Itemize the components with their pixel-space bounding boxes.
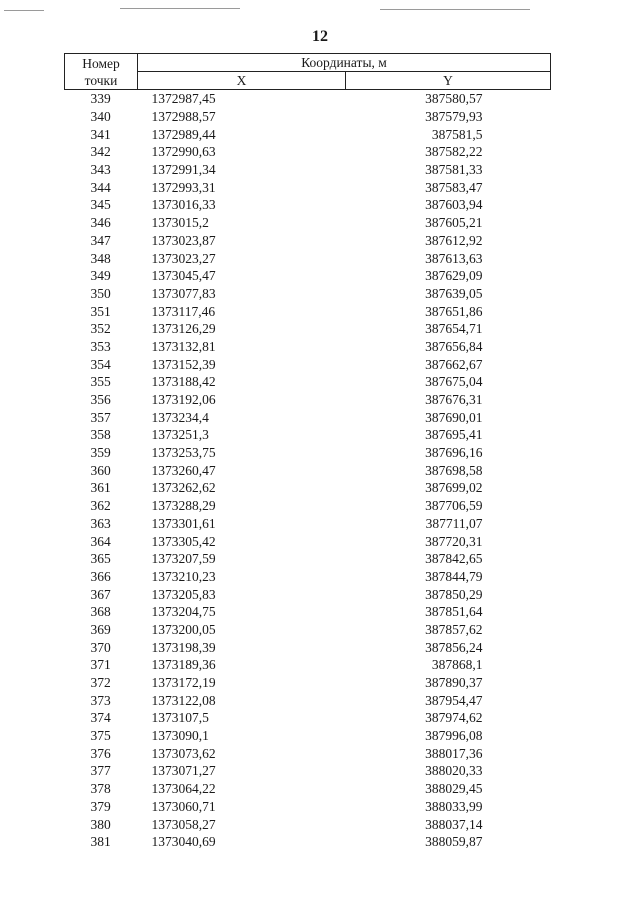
y-coordinate-cell: 387690,01 xyxy=(425,409,483,425)
point-number-cell: 373 xyxy=(90,692,111,708)
point-number-cell: 342 xyxy=(90,144,111,160)
y-coordinate-cell: 387582,22 xyxy=(425,144,483,160)
point-number-cell: 351 xyxy=(90,303,111,319)
x-column-header: X xyxy=(138,72,346,90)
table-row xyxy=(65,532,551,550)
point-number-cell: 348 xyxy=(90,250,111,266)
x-coordinate-cell: 1373090,1 xyxy=(151,728,209,744)
point-number-cell: 353 xyxy=(90,338,111,354)
x-coordinate-cell: 1372987,45 xyxy=(151,91,216,107)
table-row xyxy=(65,125,551,143)
y-coordinate-cell: 387842,65 xyxy=(425,551,483,567)
x-coordinate-cell: 1373045,47 xyxy=(151,268,216,284)
point-number-cell: 381 xyxy=(90,834,111,850)
y-coordinate-cell: 388029,45 xyxy=(425,781,483,797)
x-coordinate-cell: 1373188,42 xyxy=(151,374,216,390)
x-coordinate-cell: 1372991,34 xyxy=(151,162,216,178)
y-coordinate-cell: 388017,36 xyxy=(425,745,483,761)
point-number-cell: 367 xyxy=(90,586,111,602)
point-number-cell: 341 xyxy=(90,126,111,142)
y-coordinate-cell: 387698,58 xyxy=(425,462,483,478)
x-coordinate-cell: 1373301,61 xyxy=(151,515,216,531)
point-number-cell: 372 xyxy=(90,675,111,691)
table-body xyxy=(65,90,551,851)
point-number-cell: 357 xyxy=(90,409,111,425)
x-coordinate-cell: 1373200,05 xyxy=(151,621,216,637)
point-number-cell: 359 xyxy=(90,445,111,461)
table-row xyxy=(65,461,551,479)
x-coordinate-cell: 1372993,31 xyxy=(151,179,216,195)
point-number-cell: 379 xyxy=(90,798,111,814)
point-number-header-line1: Номер xyxy=(82,55,120,71)
point-number-cell: 354 xyxy=(90,356,111,372)
point-number-cell: 343 xyxy=(90,162,111,178)
point-number-cell: 369 xyxy=(90,621,111,637)
table-row xyxy=(65,762,551,780)
point-number-cell: 371 xyxy=(90,657,111,673)
point-number-cell: 344 xyxy=(90,179,111,195)
x-coordinate-cell: 1373253,75 xyxy=(151,445,216,461)
x-coordinate-cell: 1373288,29 xyxy=(151,498,216,514)
x-coordinate-cell: 1373023,87 xyxy=(151,232,216,248)
x-coordinate-cell: 1373251,3 xyxy=(151,427,209,443)
table-row xyxy=(65,232,551,250)
y-coordinate-cell: 387850,29 xyxy=(425,586,483,602)
x-coordinate-cell: 1373189,36 xyxy=(151,657,216,673)
table-row xyxy=(65,338,551,356)
table-row xyxy=(65,744,551,762)
scan-artifact xyxy=(120,8,240,9)
table-row xyxy=(65,196,551,214)
table-row xyxy=(65,550,551,568)
point-number-cell: 364 xyxy=(90,533,111,549)
y-coordinate-cell: 387605,21 xyxy=(425,215,483,231)
x-coordinate-cell: 1373234,4 xyxy=(151,409,209,425)
table-row xyxy=(65,833,551,851)
table-row xyxy=(65,497,551,515)
y-coordinate-cell: 387974,62 xyxy=(425,710,483,726)
x-coordinate-cell: 1373015,2 xyxy=(151,215,209,231)
y-coordinate-cell: 387654,71 xyxy=(425,321,483,337)
point-number-cell: 347 xyxy=(90,232,111,248)
y-coordinate-cell: 388033,99 xyxy=(425,798,483,814)
point-number-cell: 352 xyxy=(90,321,111,337)
x-coordinate-cell: 1373152,39 xyxy=(151,356,216,372)
x-coordinate-cell: 1372989,44 xyxy=(151,126,216,142)
y-coordinate-cell: 387676,31 xyxy=(425,392,483,408)
table-row xyxy=(65,285,551,303)
x-coordinate-cell: 1373198,39 xyxy=(151,639,216,655)
table-row xyxy=(65,780,551,798)
point-number-cell: 350 xyxy=(90,285,111,301)
y-coordinate-cell: 387720,31 xyxy=(425,533,483,549)
table-row xyxy=(65,320,551,338)
point-number-cell: 360 xyxy=(90,462,111,478)
x-coordinate-cell: 1373040,69 xyxy=(151,834,216,850)
point-number-cell: 362 xyxy=(90,498,111,514)
x-coordinate-cell: 1373058,27 xyxy=(151,816,216,832)
point-number-cell: 361 xyxy=(90,480,111,496)
y-coordinate-cell: 387581,5 xyxy=(431,126,483,142)
point-number-cell: 339 xyxy=(90,91,111,107)
table-row xyxy=(65,143,551,161)
y-coordinate-cell: 388037,14 xyxy=(425,816,483,832)
table-row xyxy=(65,674,551,692)
x-coordinate-cell: 1373064,22 xyxy=(151,781,216,797)
y-coordinate-cell: 387613,63 xyxy=(425,250,483,266)
table-row xyxy=(65,108,551,126)
table-row xyxy=(65,585,551,603)
x-coordinate-cell: 1372988,57 xyxy=(151,109,216,125)
point-number-cell: 376 xyxy=(90,745,111,761)
scan-artifact xyxy=(380,9,530,10)
table-row xyxy=(65,479,551,497)
x-coordinate-cell: 1373117,46 xyxy=(151,303,216,319)
y-coordinate-cell: 387629,09 xyxy=(425,268,483,284)
table-row xyxy=(65,798,551,816)
y-coordinate-cell: 387579,93 xyxy=(425,109,483,125)
x-coordinate-cell: 1373060,71 xyxy=(151,798,216,814)
y-coordinate-cell: 387696,16 xyxy=(425,445,483,461)
y-coordinate-cell: 387662,67 xyxy=(425,356,483,372)
y-coordinate-cell: 387706,59 xyxy=(425,498,483,514)
table-row xyxy=(65,515,551,533)
table-row xyxy=(65,90,551,108)
y-coordinate-cell: 387699,02 xyxy=(425,480,483,496)
y-coordinate-cell: 387656,84 xyxy=(425,338,483,354)
coordinates-table xyxy=(64,53,551,851)
table-row xyxy=(65,444,551,462)
point-number-cell: 346 xyxy=(90,215,111,231)
y-coordinate-cell: 387695,41 xyxy=(425,427,483,443)
page-number: 12 xyxy=(312,28,328,45)
point-number-cell: 374 xyxy=(90,710,111,726)
y-column-header: Y xyxy=(346,72,551,90)
x-coordinate-cell: 1373073,62 xyxy=(151,745,216,761)
point-number-header xyxy=(65,54,138,90)
x-coordinate-cell: 1373207,59 xyxy=(151,551,216,567)
point-number-cell: 363 xyxy=(90,515,111,531)
point-number-cell: 349 xyxy=(90,268,111,284)
table-row xyxy=(65,178,551,196)
point-number-cell: 365 xyxy=(90,551,111,567)
point-number-cell: 375 xyxy=(90,728,111,744)
x-coordinate-cell: 1373210,23 xyxy=(151,568,216,584)
table-row xyxy=(65,691,551,709)
x-coordinate-cell: 1373262,62 xyxy=(151,480,216,496)
x-coordinate-cell: 1372990,63 xyxy=(151,144,216,160)
x-coordinate-cell: 1373126,29 xyxy=(151,321,216,337)
y-coordinate-cell: 387954,47 xyxy=(425,692,483,708)
point-number-cell: 355 xyxy=(90,374,111,390)
point-number-cell: 340 xyxy=(90,109,111,125)
table-row xyxy=(65,815,551,833)
y-coordinate-cell: 388059,87 xyxy=(425,834,483,850)
y-coordinate-cell: 387844,79 xyxy=(425,568,483,584)
y-coordinate-cell: 387996,08 xyxy=(425,728,483,744)
table-header xyxy=(65,54,551,90)
y-coordinate-cell: 387603,94 xyxy=(425,197,483,213)
point-number-cell: 377 xyxy=(90,763,111,779)
x-coordinate-cell: 1373205,83 xyxy=(151,586,216,602)
y-coordinate-cell: 387612,92 xyxy=(425,232,483,248)
table-row xyxy=(65,621,551,639)
y-coordinate-cell: 387651,86 xyxy=(425,303,483,319)
y-coordinate-cell: 387857,62 xyxy=(425,621,483,637)
table-row xyxy=(65,709,551,727)
y-coordinate-cell: 387868,1 xyxy=(431,657,483,673)
x-coordinate-cell: 1373071,27 xyxy=(151,763,216,779)
table-row xyxy=(65,426,551,444)
table-row xyxy=(65,727,551,745)
x-coordinate-cell: 1373132,81 xyxy=(151,338,216,354)
y-coordinate-cell: 387851,64 xyxy=(425,604,483,620)
table-row xyxy=(65,214,551,232)
x-coordinate-cell: 1373016,33 xyxy=(151,197,216,213)
table-row xyxy=(65,656,551,674)
point-number-cell: 366 xyxy=(90,568,111,584)
point-number-cell: 358 xyxy=(90,427,111,443)
table-row xyxy=(65,391,551,409)
table-row xyxy=(65,408,551,426)
table-row xyxy=(65,355,551,373)
point-number-cell: 345 xyxy=(90,197,111,213)
x-coordinate-cell: 1373107,5 xyxy=(151,710,209,726)
coordinates-header: Координаты, м xyxy=(138,54,551,72)
y-coordinate-cell: 387583,47 xyxy=(425,179,483,195)
scan-artifact xyxy=(4,10,44,11)
y-coordinate-cell: 387675,04 xyxy=(425,374,483,390)
point-number-cell: 380 xyxy=(90,816,111,832)
y-coordinate-cell: 388020,33 xyxy=(425,763,483,779)
point-number-cell: 370 xyxy=(90,639,111,655)
x-coordinate-cell: 1373122,08 xyxy=(151,692,216,708)
table-row xyxy=(65,373,551,391)
y-coordinate-cell: 387890,37 xyxy=(425,675,483,691)
x-coordinate-cell: 1373023,27 xyxy=(151,250,216,266)
point-number-cell: 368 xyxy=(90,604,111,620)
y-coordinate-cell: 387639,05 xyxy=(425,285,483,301)
x-coordinate-cell: 1373192,06 xyxy=(151,392,216,408)
table-row xyxy=(65,249,551,267)
point-number-cell: 378 xyxy=(90,781,111,797)
y-coordinate-cell: 387580,57 xyxy=(425,91,483,107)
x-coordinate-cell: 1373077,83 xyxy=(151,285,216,301)
y-coordinate-cell: 387856,24 xyxy=(425,639,483,655)
table-row xyxy=(65,267,551,285)
y-coordinate-cell: 387711,07 xyxy=(425,515,483,531)
table-row xyxy=(65,161,551,179)
x-coordinate-cell: 1373172,19 xyxy=(151,675,216,691)
x-coordinate-cell: 1373204,75 xyxy=(151,604,216,620)
x-coordinate-cell: 1373305,42 xyxy=(151,533,216,549)
x-coordinate-cell: 1373260,47 xyxy=(151,462,216,478)
table-row xyxy=(65,603,551,621)
table-row xyxy=(65,568,551,586)
table-row xyxy=(65,638,551,656)
table-row xyxy=(65,302,551,320)
point-number-header-line2: точки xyxy=(84,72,118,88)
point-number-cell: 356 xyxy=(90,392,111,408)
y-coordinate-cell: 387581,33 xyxy=(425,162,483,178)
